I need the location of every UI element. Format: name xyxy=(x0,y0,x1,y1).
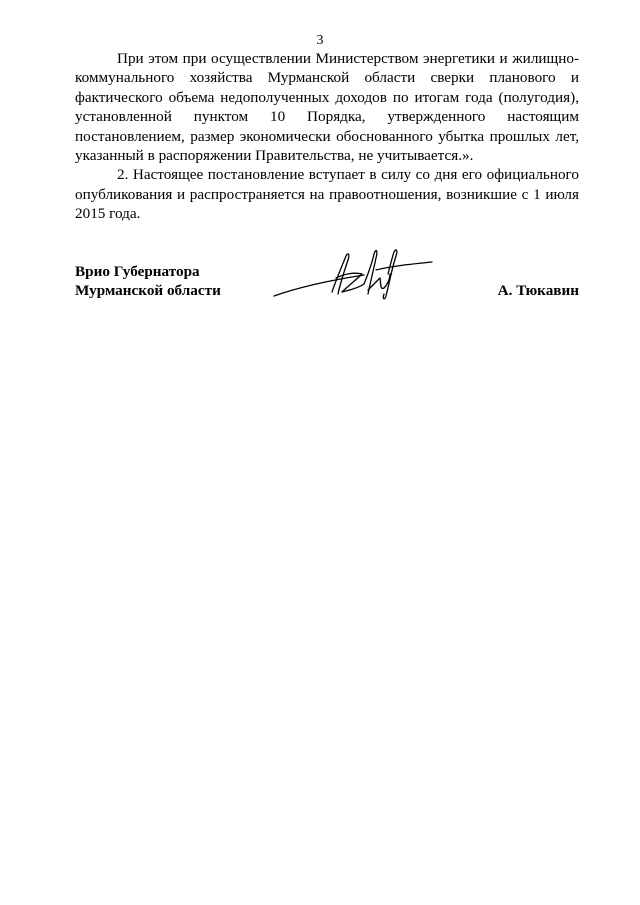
handwritten-signature-icon xyxy=(272,244,436,304)
signatory-title-line-1: Врио Губернатора xyxy=(75,263,200,280)
body-text xyxy=(75,49,579,224)
signatory-title-line-2: Мурманской области xyxy=(75,282,221,300)
paragraph-2: 2. Настоящее постановление вступает в силу со дня его официального опубликования и распространяется на правоотношения, возникшие с 1 июля 2015 года. xyxy=(75,166,579,223)
page-number: 3 xyxy=(316,33,324,48)
signatory-title xyxy=(75,262,221,301)
signatory-name: А. Тюкавин xyxy=(497,282,579,299)
paragraph-1: При этом при осуществлении Министерством энергетики и жилищно-коммунального хозяйства Мурманской области сверки планового и фактического объема недополученных доходов по итогам года (полугодия), установленной пунктом 10 Порядка, утвержденного настоящим постановлением, размер экономически обоснованного убытка прошлых лет, указанный в распоряжении Правительства, не учитывается.». xyxy=(75,50,579,165)
